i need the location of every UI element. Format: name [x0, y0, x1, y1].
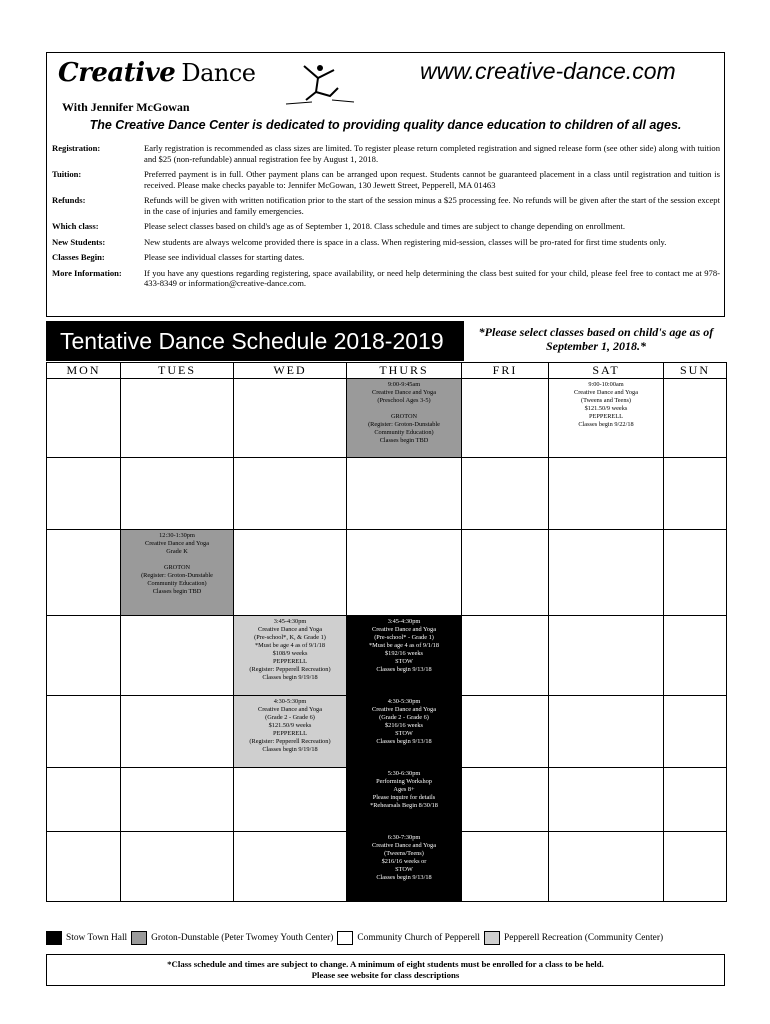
legend-label: Groton-Dunstable (Peter Twomey Youth Center)	[151, 933, 334, 943]
empty-cell	[462, 768, 549, 832]
class-line: 6:30-7:30pm	[387, 834, 421, 841]
info-value: If you have any questions regarding registering, space availability, or need help determining the class best suited for your child, please feel free to contact me at 978-433-8349 or information@creative-dance.com.	[144, 267, 720, 288]
class-line: Creative Dance and Yoga	[372, 626, 436, 633]
footer-line-2: Please see website for class descriptions	[311, 970, 460, 980]
class-line: *Must be age 4 as of 9/1/18	[369, 642, 439, 649]
footer-note	[46, 954, 725, 986]
schedule-row	[47, 616, 727, 696]
legend-swatch-black	[46, 931, 62, 945]
class-line: Creative Dance and Yoga	[574, 389, 638, 396]
legend-swatch-lightgray	[484, 931, 500, 945]
class-cell-thu-grade2-stow	[347, 696, 462, 768]
class-line: Creative Dance and Yoga	[372, 389, 436, 396]
class-cell-tue-gradek-groton	[121, 530, 234, 616]
empty-cell	[664, 832, 727, 902]
empty-cell	[664, 458, 727, 530]
class-line: STOW	[395, 866, 413, 873]
class-line: (Register: Pepperell Recreation)	[249, 738, 331, 745]
info-key: Refunds:	[52, 195, 86, 205]
class-line: PEPPERELL	[589, 413, 623, 420]
class-line: 3:45-4:30pm	[387, 618, 421, 625]
class-line: $216/16 weeks or	[381, 858, 427, 865]
empty-cell	[462, 379, 549, 458]
legend-label: Community Church of Pepperell	[357, 933, 481, 943]
empty-cell	[47, 832, 121, 902]
class-line: $121.50/9 weeks	[268, 722, 312, 729]
info-key: Classes Begin:	[52, 252, 105, 262]
class-line: $108/9 weeks	[272, 650, 308, 657]
empty-cell	[234, 768, 347, 832]
day-header-mon: MON	[47, 363, 121, 379]
empty-cell	[121, 696, 234, 768]
class-line: Creative Dance and Yoga	[372, 706, 436, 713]
legend-swatch-gray	[131, 931, 147, 945]
empty-cell	[549, 458, 664, 530]
empty-cell	[549, 696, 664, 768]
class-line: STOW	[395, 658, 413, 665]
legend-label: Stow Town Hall	[66, 933, 128, 943]
legend-label: Pepperell Recreation (Community Center)	[504, 933, 664, 943]
class-line: Classes begin 9/19/18	[262, 746, 318, 753]
info-value: Preferred payment is in full. Other payment plans can be arranged upon request. Students cannot be guaranteed placement in a class until registration and tuition is received. Please make checks payable to: Jennifer McGowan, 130 Jewett Street, Pepperell, MA 01463	[144, 169, 720, 190]
class-line: Classes begin TBD	[379, 437, 429, 444]
info-row-refunds	[52, 195, 720, 216]
schedule-table	[46, 362, 727, 902]
class-line: (Tweens and Teens)	[580, 397, 632, 404]
class-line: Classes begin TBD	[152, 588, 202, 595]
class-line: Creative Dance and Yoga	[145, 540, 209, 547]
footer-line-1: *Class schedule and times are subject to change. A minimum of eight students must be enrolled for a class to be held.	[167, 959, 604, 969]
class-line: (Pre-school* - Grade 1)	[374, 634, 434, 641]
empty-cell	[462, 616, 549, 696]
empty-cell	[47, 768, 121, 832]
legend-item-groton	[131, 931, 333, 945]
info-row-which-class	[52, 221, 720, 232]
empty-cell	[664, 379, 727, 458]
website-url[interactable]: www.creative-dance.com	[420, 58, 676, 84]
class-line: (Grade 2 - Grade 6)	[379, 714, 429, 721]
info-row-more-information	[52, 268, 720, 289]
empty-cell	[234, 530, 347, 616]
class-line: Community Education)	[147, 580, 207, 587]
class-line: 3:45-4:30pm	[273, 618, 307, 625]
day-header-thurs: THURS	[347, 363, 462, 379]
empty-cell	[47, 379, 121, 458]
empty-cell	[347, 458, 462, 530]
info-value: Please select classes based on child's age as of September 1, 2018. Class schedule and times are subject to change depending on enrollment.	[144, 221, 625, 231]
empty-cell	[549, 616, 664, 696]
class-line: Please inquire for details	[372, 794, 436, 801]
legend-item-stow	[46, 931, 127, 945]
empty-cell	[234, 832, 347, 902]
schedule-title: Tentative Dance Schedule 2018-2019	[46, 321, 464, 361]
legend-swatch-white	[337, 931, 353, 945]
class-line: 4:30-5:30pm	[273, 698, 307, 705]
schedule-row	[47, 696, 727, 768]
class-line: PEPPERELL	[273, 658, 307, 665]
class-line: (Grade 2 - Grade 6)	[265, 714, 315, 721]
empty-cell	[347, 530, 462, 616]
info-value: New students are always welcome provided there is space in a class. When registering mid-session, classes will be pro-rated for first time students only.	[144, 236, 667, 247]
schedule-row	[47, 379, 727, 458]
class-cell-sat-tweens-pepperell	[549, 379, 664, 458]
empty-cell	[664, 696, 727, 768]
day-header-row	[47, 363, 727, 379]
class-cell-thu-tweens-stow	[347, 832, 462, 902]
empty-cell	[549, 768, 664, 832]
empty-cell	[121, 768, 234, 832]
info-row-new-students	[52, 237, 720, 248]
class-line: Creative Dance and Yoga	[258, 626, 322, 633]
class-line: PEPPERELL	[273, 730, 307, 737]
info-key: New Students:	[52, 236, 106, 247]
info-value: Please see individual classes for starting dates.	[144, 252, 305, 262]
empty-cell	[121, 458, 234, 530]
logo-word-dance: Dance	[181, 59, 256, 87]
day-header-sat: SAT	[549, 363, 664, 379]
class-line: Performing Workshop	[376, 778, 432, 785]
empty-cell	[664, 530, 727, 616]
info-key: Which class:	[52, 221, 99, 231]
day-header-tues: TUES	[121, 363, 234, 379]
class-line: Ages 8+	[393, 786, 415, 793]
class-line: (Preschool Ages 3-5)	[377, 397, 431, 404]
instructor-line: With Jennifer McGowan	[62, 100, 190, 114]
empty-cell	[47, 696, 121, 768]
class-line: Classes begin 9/19/18	[262, 674, 318, 681]
class-line: 5:30-6:30pm	[387, 770, 421, 777]
info-row-tuition	[52, 169, 720, 190]
legend-item-pepperell-rec	[484, 931, 663, 945]
mission-statement: The Creative Dance Center is dedicated to providing quality dance education to children of all ages.	[89, 118, 682, 132]
info-row-registration	[52, 143, 720, 164]
class-line: Classes begin 9/13/18	[376, 666, 432, 673]
class-line: *Rehearsals Begin 8/30/18	[370, 802, 438, 809]
empty-cell	[234, 379, 347, 458]
class-line: $192/16 weeks	[385, 650, 423, 657]
schedule-row	[47, 530, 727, 616]
class-line: Creative Dance and Yoga	[372, 842, 436, 849]
empty-cell	[121, 832, 234, 902]
info-key: More Information:	[52, 267, 122, 278]
empty-cell	[234, 458, 347, 530]
class-line: $216/16 weeks	[385, 722, 423, 729]
day-header-wed: WED	[234, 363, 347, 379]
day-header-sun: SUN	[664, 363, 727, 379]
day-header-fri: FRI	[462, 363, 549, 379]
empty-cell	[462, 696, 549, 768]
class-line: (Register: Pepperell Recreation)	[249, 666, 331, 673]
class-line: (Register: Groton-Dunstable	[368, 421, 440, 428]
empty-cell	[462, 832, 549, 902]
class-line: 9:00-9:45am	[387, 381, 421, 388]
empty-cell	[549, 530, 664, 616]
empty-cell	[462, 530, 549, 616]
empty-cell	[462, 458, 549, 530]
class-cell-wed-preschool-pepperell	[234, 616, 347, 696]
location-legend	[46, 930, 726, 946]
class-cell-thu-preschool-stow	[347, 616, 462, 696]
dancer-icon	[282, 58, 362, 108]
empty-cell	[664, 616, 727, 696]
schedule-row	[47, 832, 727, 902]
class-line: Grade K	[166, 548, 188, 555]
empty-cell	[121, 616, 234, 696]
class-cell-wed-grade2-pepperell	[234, 696, 347, 768]
class-line: (Register: Groton-Dunstable	[141, 572, 213, 579]
empty-cell	[121, 379, 234, 458]
class-line: Classes begin 9/13/18	[376, 874, 432, 881]
info-key: Registration:	[52, 143, 101, 153]
empty-cell	[47, 616, 121, 696]
schedule-row	[47, 458, 727, 530]
empty-cell	[664, 768, 727, 832]
class-line: *Must be age 4 as of 9/1/18	[255, 642, 325, 649]
class-line: 9:00-10:00am	[588, 381, 624, 388]
class-line: Creative Dance and Yoga	[258, 706, 322, 713]
class-line: Classes begin 9/22/18	[578, 421, 634, 428]
class-line: 12:30-1:30pm	[159, 532, 195, 539]
schedule-note: *Please select classes based on child's age as of September 1, 2018.*	[478, 325, 714, 353]
empty-cell	[47, 458, 121, 530]
creative-dance-logo	[58, 58, 255, 88]
legend-item-church	[337, 931, 480, 945]
info-row-classes-begin	[52, 252, 720, 263]
info-value: Early registration is recommended as class sizes are limited. To register please return completed registration and signed release form (see other side) along with tuition and $25 (non-refundable) annual registration fee by August 1, 2018.	[144, 143, 720, 164]
info-section	[52, 143, 720, 294]
class-cell-thu-preschool-groton	[347, 379, 462, 458]
class-line: GROTON	[390, 413, 418, 420]
class-line: Community Education)	[374, 429, 434, 436]
empty-cell	[47, 530, 121, 616]
empty-cell	[549, 832, 664, 902]
info-value: Refunds will be given with written notification prior to the start of the session minus a $25 processing fee. No refunds will be given after the start of the session except in the case of injuries and family emergencies.	[144, 195, 720, 216]
schedule-row	[47, 768, 727, 832]
info-key: Tuition:	[52, 169, 82, 179]
class-line: $121.50/9 weeks	[584, 405, 628, 412]
class-line: STOW	[395, 730, 413, 737]
logo-word-creative: Creative	[58, 58, 176, 88]
class-line: (Pre-school*, K, & Grade 1)	[254, 634, 326, 641]
class-cell-thu-performing-workshop	[347, 768, 462, 832]
class-line: GROTON	[163, 564, 191, 571]
class-line: Classes begin 9/13/18	[376, 738, 432, 745]
class-line: 4:30-5:30pm	[387, 698, 421, 705]
class-line: (Tweens/Teens)	[384, 850, 424, 857]
